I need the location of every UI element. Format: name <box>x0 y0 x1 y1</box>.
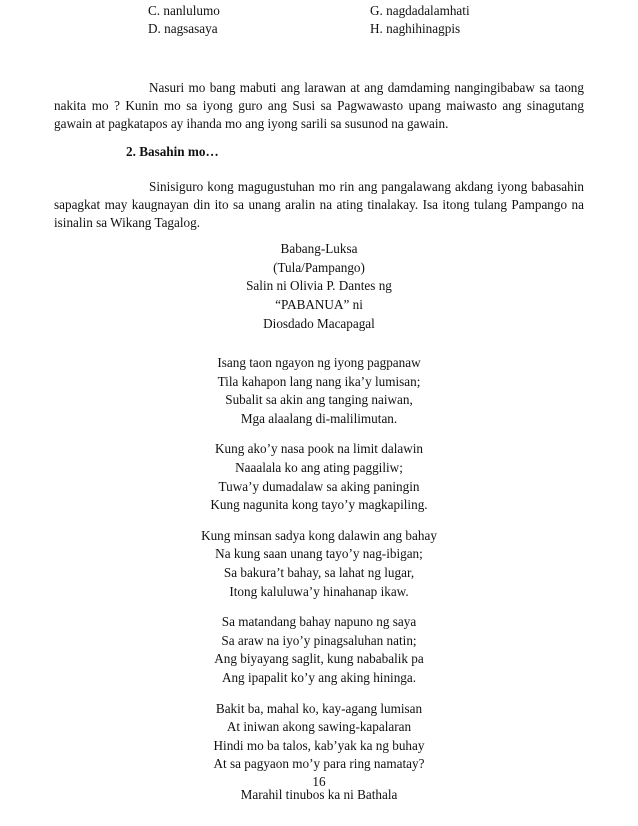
page-number: 16 <box>312 774 326 789</box>
poem-line: Na kung saan unang tayo’y nag-ibigan; <box>215 546 423 562</box>
choice-g: G. nagdadalamhati <box>370 3 470 18</box>
poem-stanza <box>0 613 638 687</box>
poem-translator: Salin ni Olivia P. Dantes ng <box>246 278 392 294</box>
poem-stanza <box>0 700 638 774</box>
poem-line: Kung nagunita kong tayo’y magkapiling. <box>210 497 428 513</box>
poem-line: Kung ako’y nasa pook na limit dalawin <box>214 441 424 457</box>
poem-line: Subalit sa akin ang tanging naiwan, <box>225 392 413 408</box>
poem-author: Diosdado Macapagal <box>263 315 375 331</box>
poem-title: Babang-Luksa <box>280 241 358 256</box>
poem-line: Ang ipapalit ko’y ang aking hininga. <box>221 669 417 685</box>
poem-stanza <box>0 354 638 428</box>
instruction-paragraph: Nasuri mo bang mabuti ang larawan at ang damdaming nangingibabaw sa taong nakita mo ? Kunin mo sa iyong guro ang Susi sa Pagwawasto upang maiwasto ang sinagutang gawain at pagkatapos ay ihanda mo ang iyong sarili sa susunod na gawain. <box>54 80 584 131</box>
choice-h: H. naghihinagpis <box>370 21 461 36</box>
choice-d: D. nagsasaya <box>148 21 218 36</box>
poem-line: At sa pagyaon mo’y para ring namatay? <box>213 756 425 772</box>
poem-line: Ang biyayang saglit, kung nababalik pa <box>214 651 424 667</box>
section-heading: 2. Basahin mo… <box>126 144 219 159</box>
choice-c: C. nanlulumo <box>148 3 220 18</box>
poem-line: Isang taon ngayon ng iyong pagpanaw <box>217 355 421 370</box>
poem-line: Sa bakura’t bahay, sa lahat ng lugar, <box>223 564 415 580</box>
poem-line: Bakit ba, mahal ko, kay-agang lumisan <box>215 700 423 716</box>
poem-line: Hindi mo ba talos, kab’yak ka ng buhay <box>213 737 425 753</box>
poem-subtitle: (Tula/Pampango) <box>273 259 365 275</box>
poem-line: Marahil tinubos ka ni Bathala <box>240 786 398 802</box>
poem-body <box>0 354 638 816</box>
poem-header <box>0 240 638 334</box>
poem-original-title: “PABANUA” ni <box>275 297 363 313</box>
poem-line: Sa matandang bahay napuno ng saya <box>221 614 417 630</box>
poem-line: Sa araw na iyo’y pinagsaluhan natin; <box>221 632 417 648</box>
poem-line: Naaalala ko ang ating paggiliw; <box>235 459 403 475</box>
poem-stanza <box>0 440 638 514</box>
poem-line: Tila kahapon lang nang ika’y lumisan; <box>217 373 421 389</box>
poem-line: Kung minsan sadya kong dalawin ang bahay <box>201 527 437 543</box>
poem-stanza <box>0 527 638 601</box>
poem-line: Tuwa’y dumadalaw sa aking paningin <box>218 478 420 494</box>
poem-line: Mga alaalang di-malilimutan. <box>240 410 398 426</box>
poem-line: Itong kaluluwa’y hinahanap ikaw. <box>229 583 409 599</box>
intro-paragraph: Sinisiguro kong magugustuhan mo rin ang pangalawang akdang iyong babasahin sapagkat may kaugnayan din ito sa unang aralin na ating tinalakay. Isa itong tulang Pampango na isinalin sa Wikang Tagalog. <box>54 179 584 230</box>
poem-line: At iniwan akong sawing-kapalaran <box>226 719 412 735</box>
